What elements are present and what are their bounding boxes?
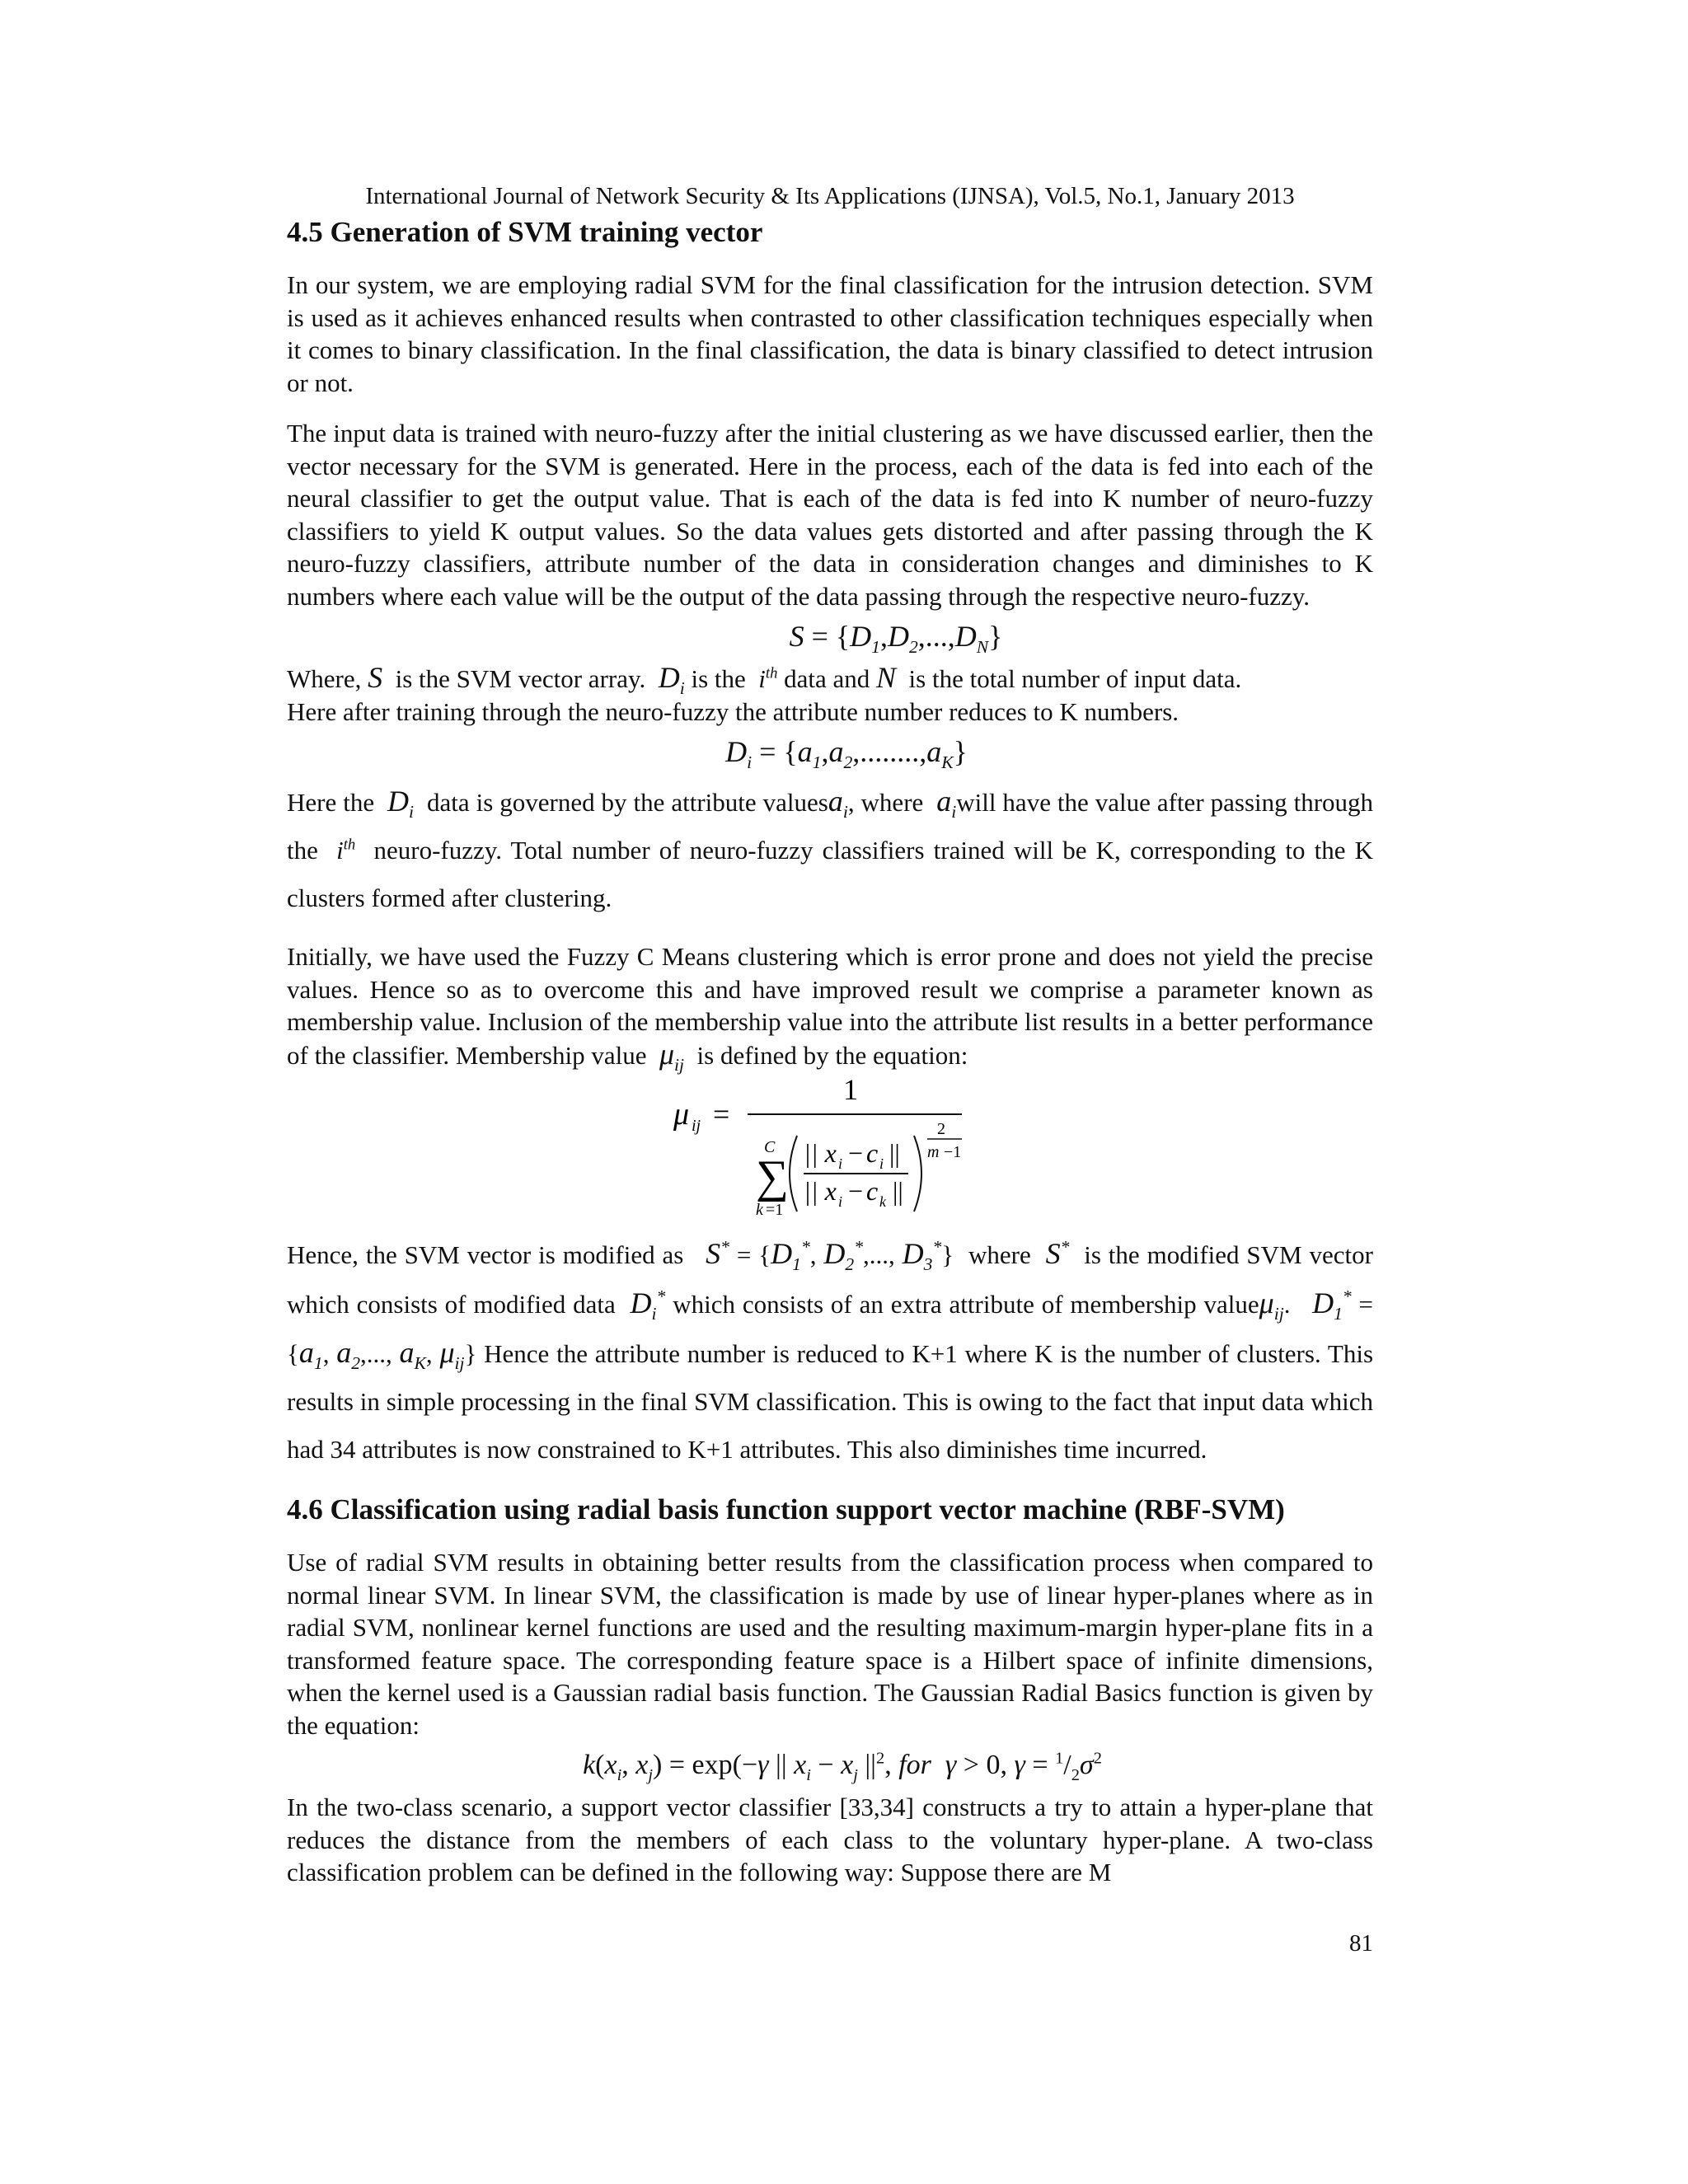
svg-text:k: k xyxy=(756,1201,763,1219)
section-4-5-paragraph-2: The input data is trained with neuro-fuzzy after the initial clustering as we have discussed earlier, then the vector necessary for the SVM is generated. Here in the process, each of the data is fed into each of the neural classifier to get the output value. That is each of the data is fed into K number of neuro-fuzzy classifiers to yield K output values. So the data values gets distorted and after passing through the K neuro-fuzzy classifiers, attribute number of the data in consideration changes and diminishes to K numbers where each value will be the output of the data passing through the respective neuro-fuzzy. xyxy=(287,419,1373,611)
journal-header: International Journal of Network Security & Its Applications (IJNSA), Vol.5, No.1, January 2013 xyxy=(365,183,1295,209)
svg-text:C: C xyxy=(764,1138,776,1156)
modified-vector-paragraph: Hence, the SVM vector is modified as $S^* = \{D_1^*$, $D_2^*$,..., $D_3^*$} where S* is the modified SVM vector which consists of modified data $D_i^*$ which consists of an extra attribute of membership valueμ$_{ij}$. $D_1^* = \{a_1$, $a_2$,..., $a_K$, $\mu_{ij}$} Hence the attribute number is reduced to K+1 where K is the number of clusters. This results in simple processing in the final SVM classification. This is owing to the fact that input data which had 34 attributes is now constrained to K+1 attributes. This also diminishes time incurred. xyxy=(287,1237,1374,1464)
section-4-6-paragraph-1: Use of radial SVM results in obtaining better results from the classification process when compared to normal linear SVM. In linear SVM, the classification is made by use of linear hyper-planes where as in radial SVM, nonlinear kernel functions are used and the resulting maximum-margin hyper-plane fits in a transformed feature space. The corresponding feature space is a Hilbert space of infinite dimensions, when the kernel used is a Gaussian radial basis function. The Gaussian Radial Basics function is given by the equation: xyxy=(287,1548,1373,1740)
attribute-explanation: Here the $D_i$ data is governed by the attribute valuesa$_i$, where $a_iwill$ have the value after passing through the $i^{th}$ neuro-fuzzy. Total number of neuro-fuzzy classifiers trained will be K, corresponding to the K clusters formed after clustering. xyxy=(287,785,1374,912)
svg-text:i: i xyxy=(838,1193,843,1210)
svg-text:−: − xyxy=(848,1138,864,1168)
page-number: 81 xyxy=(1349,1930,1373,1957)
section-4-5-paragraph-1: In our system, we are employing radial SVM for the final classification for the intrusion detection. SVM is used as it achieves enhanced results when contrasted to other classification techniques especially when it comes to binary classification. In the final classification, the data is binary classified to detect intrusion or not. xyxy=(287,270,1373,397)
where-line: Where, S is the SVM vector array. $D_i$ is the $i^{th}$ data and N is the total number of input data. xyxy=(287,661,1242,699)
svg-text:c: c xyxy=(866,1138,879,1168)
svg-text:|| x: || x xyxy=(804,1176,837,1206)
svg-text:i: i xyxy=(879,1155,884,1172)
svg-text:1: 1 xyxy=(843,1076,858,1106)
equation-svm-vector: $S = \{D_1,D_2,...,D_N\}$ xyxy=(789,620,1003,658)
section-4-6-title: 4.6 Classification using radial basis function support vector machine (RBF-SVM) xyxy=(287,1493,1285,1526)
svg-text:=1: =1 xyxy=(766,1201,784,1219)
svg-text:|| x: || x xyxy=(804,1138,837,1168)
svg-text:=: = xyxy=(713,1098,730,1131)
svg-text:ij: ij xyxy=(692,1117,701,1135)
svg-text:∑: ∑ xyxy=(756,1151,789,1202)
svg-text:||: || xyxy=(893,1176,903,1206)
svg-text:c: c xyxy=(866,1176,879,1206)
svg-text:−: − xyxy=(848,1176,864,1206)
equation-membership-value xyxy=(287,1076,1373,1225)
section-4-6-paragraph-2: In the two-class scenario, a support vector classifier [33,34] constructs a try to attain a hyper-plane that reduces the distance from the members of each class to the voluntary hyper-plane. A two-class classification problem can be defined in the following way: Suppose there are M xyxy=(287,1793,1373,1886)
equation-data-attributes: $D_i = \{a_1,a_2,........,a_K\}$ xyxy=(725,735,968,773)
section-4-5-paragraph-3: Initially, we have used the Fuzzy C Means clustering which is error prone and does not yield the precise values. Hence so as to overcome this and have improved result we comprise a parameter known as membership value. Inclusion of the membership value into the attribute list results in a better performance of the classifier. Membership value $\mu_{ij}$ is defined by the equation: xyxy=(287,942,1374,1075)
page-content xyxy=(287,180,1373,1889)
svg-text:||: || xyxy=(889,1138,900,1168)
svg-text:μ: μ xyxy=(673,1097,690,1132)
svg-text:k: k xyxy=(879,1193,886,1210)
equation-gaussian-kernel: $k(x_i$, $x_j) = \exp(-\gamma$ || $x_i - x_j$ $||^2$, for γ > 0, $\gamma = ^1/_2\sigma^2$ xyxy=(583,1749,1102,1784)
section-4-5-title: 4.5 Generation of SVM training vector xyxy=(287,216,763,248)
svg-text:−1: −1 xyxy=(944,1143,962,1161)
svg-text:2: 2 xyxy=(937,1120,945,1138)
training-line: Here after training through the neuro-fuzzy the attribute number reduces to K numbers. xyxy=(287,696,1179,726)
svg-text:m: m xyxy=(927,1143,940,1161)
svg-text:i: i xyxy=(838,1155,843,1172)
